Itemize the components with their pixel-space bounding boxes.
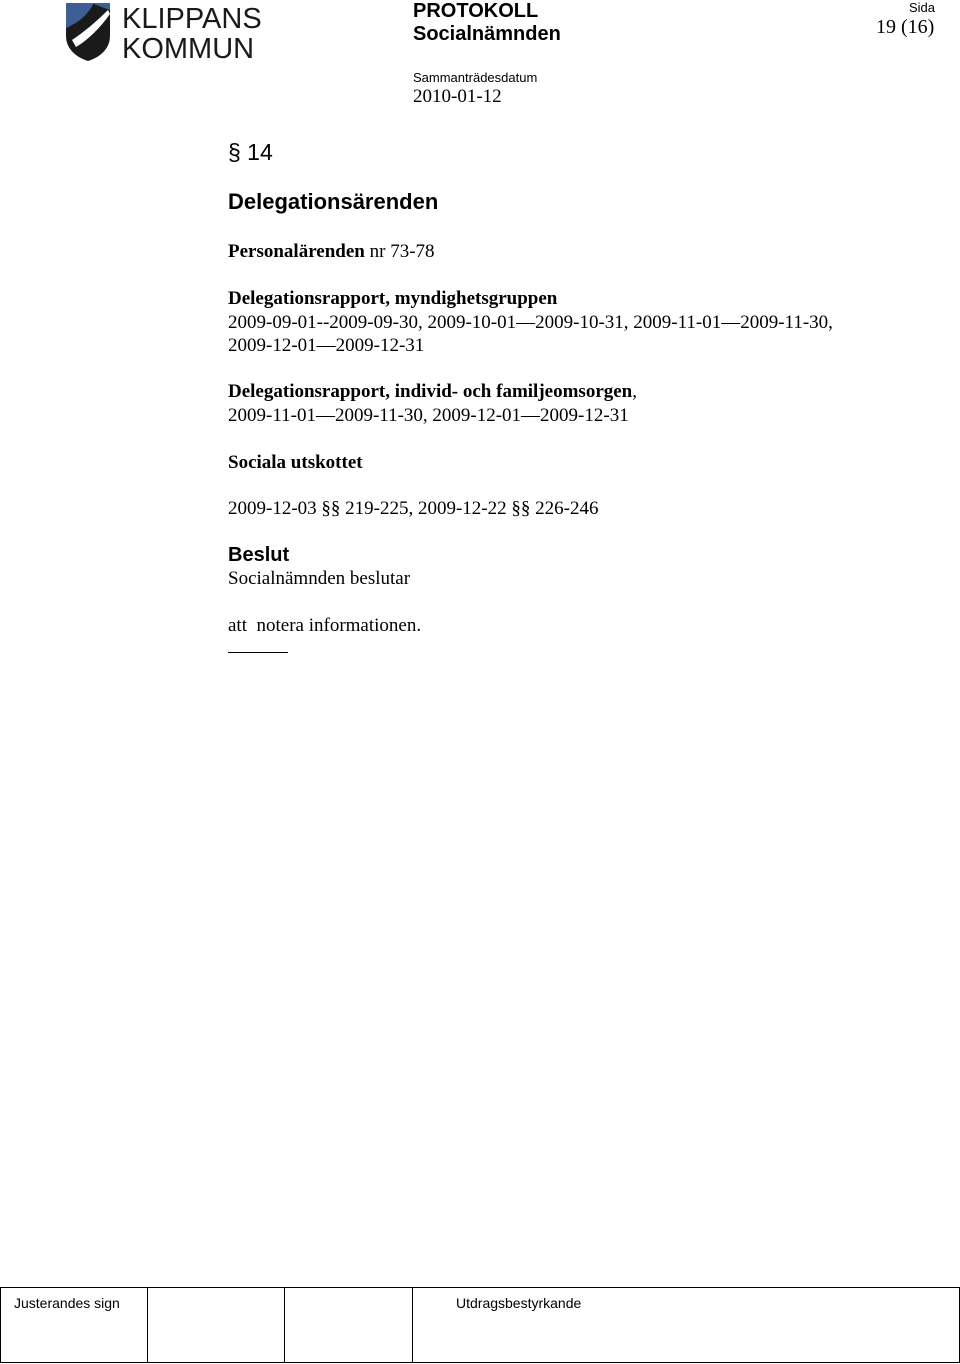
- personal-item: [228, 241, 435, 263]
- logo-text-line1: KLIPPANS: [122, 3, 262, 35]
- sign-cell-1: [147, 1288, 148, 1362]
- paragraph-number: § 14: [228, 139, 273, 165]
- personal-heading: Personalärenden: [228, 241, 365, 262]
- certify-cell: [412, 1288, 413, 1362]
- ifo-heading-comma: ,: [632, 381, 638, 402]
- page-label: Sida: [909, 0, 936, 15]
- committee-name: Socialnämnden: [413, 23, 561, 45]
- personal-numbers: nr 73-78: [364, 241, 435, 262]
- myndighet-dates-line2: 2009-12-01—2009-12-31: [228, 335, 425, 356]
- section-title: Delegationsärenden: [228, 189, 439, 214]
- decision-line2: att notera informationen.: [228, 615, 422, 636]
- meeting-date: 2010-01-12: [413, 86, 502, 107]
- ifo-dates-line1: 2009-11-01—2009-11-30, 2009-12-01—2009-12-31: [228, 405, 629, 426]
- logo-text-line2: KOMMUN: [122, 33, 255, 62]
- decision-line1: Socialnämnden beslutar: [228, 568, 411, 589]
- ifo-heading: Delegationsrapport, individ- och familjeomsorgen: [228, 381, 633, 402]
- myndighet-heading: Delegationsrapport, myndighetsgruppen: [228, 288, 558, 309]
- certify-label: Utdragsbestyrkande: [456, 1295, 582, 1311]
- signature-footer: [0, 1287, 960, 1363]
- decision-heading: Beslut: [228, 544, 290, 566]
- myndighet-dates-line1: 2009-09-01--2009-09-30, 2009-10-01—2009-10-31, 2009-11-01—2009-11-30,: [228, 312, 833, 333]
- sociala-heading: Sociala utskottet: [228, 452, 363, 473]
- ifo-heading-row: [228, 381, 637, 403]
- meeting-date-label: Sammanträdesdatum: [413, 70, 538, 85]
- sign-cell-2: [284, 1288, 285, 1362]
- sign-label: Justerandes sign: [14, 1295, 120, 1311]
- page-number: 19 (16): [876, 16, 935, 38]
- coat-of-arms-icon: [64, 0, 269, 62]
- sociala-dates-line1: 2009-12-03 §§ 219-225, 2009-12-22 §§ 226-246: [228, 498, 599, 519]
- end-rule: [228, 652, 288, 653]
- klippan-logo: [64, 0, 269, 62]
- doc-type: PROTOKOLL: [413, 0, 539, 22]
